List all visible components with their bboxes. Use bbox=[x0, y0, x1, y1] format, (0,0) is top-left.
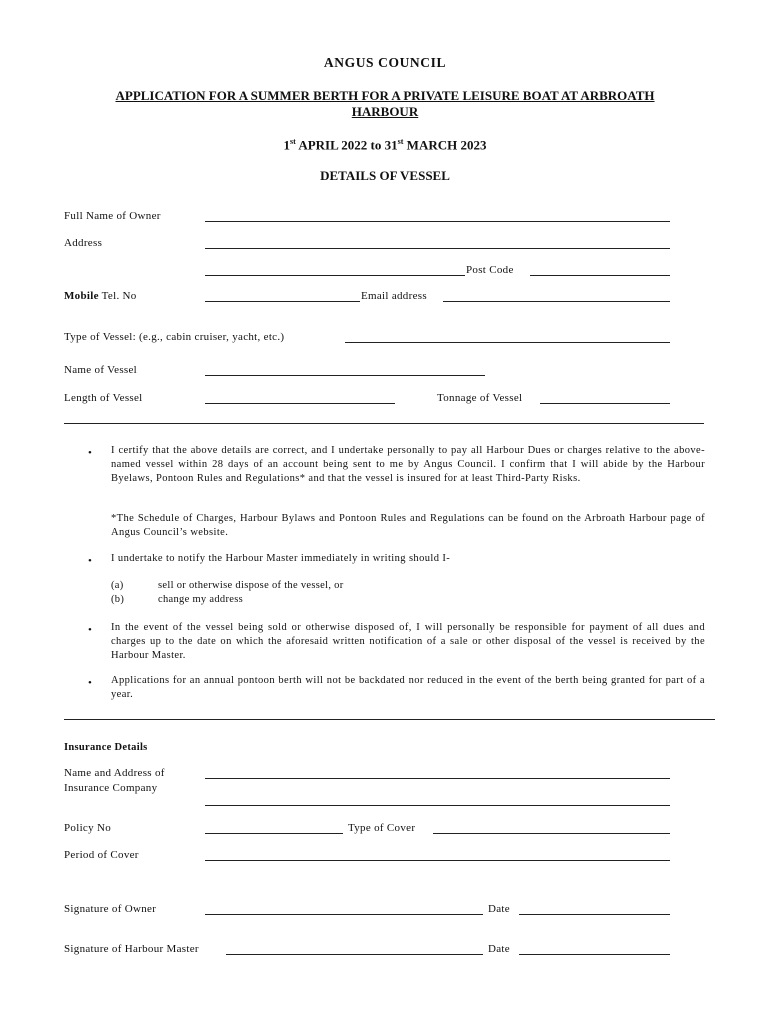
declaration-certify: I certify that the above details are correct, and I undertake personally to pay all Harbour Dues or charges relative to the above-named vessel within 28 days of an account being sent to me by Angus Council. I confirm that I will abide by the Harbour Byelaws, Pontoon Rules and Regulations* and that the vessel is insured for at least Third-Party Risks. bbox=[111, 445, 705, 484]
vessel-name-field[interactable] bbox=[205, 375, 485, 376]
cover-period-field[interactable] bbox=[205, 860, 670, 861]
vessel-type-label: Type of Vessel: (e.g., cabin cruiser, yacht, etc.) bbox=[64, 331, 285, 343]
period-end-rest: MARCH 2023 bbox=[403, 137, 487, 153]
owner-date-label: Date bbox=[488, 903, 510, 915]
insurer-label-2: Insurance Company bbox=[64, 782, 158, 794]
bullet-1: • bbox=[88, 447, 92, 459]
vessel-length-field[interactable] bbox=[205, 403, 395, 404]
sub-b-text: change my address bbox=[158, 594, 243, 605]
sub-a-key: (a) bbox=[111, 580, 124, 591]
full-name-label: Full Name of Owner bbox=[64, 210, 161, 222]
form-period bbox=[0, 137, 770, 153]
mobile-label bbox=[64, 290, 137, 302]
period-start-num: 1 bbox=[283, 137, 291, 153]
declaration-backdate: Applications for an annual pontoon berth will not be backdated nor reduced in the event of the berth being granted for part of a year. bbox=[111, 675, 705, 700]
declaration-sale: In the event of the vessel being sold or otherwise disposed of, I will personally be responsible for payment of all dues and charges up to the date on which the aforesaid written notification of a sale or other disposal of the vessel is received by the Harbour Master. bbox=[111, 622, 705, 661]
period-end-sup: st bbox=[397, 137, 404, 146]
cover-type-label: Type of Cover bbox=[348, 822, 416, 834]
cover-type-field[interactable] bbox=[433, 833, 670, 834]
sub-a-text: sell or otherwise dispose of the vessel, or bbox=[158, 580, 344, 591]
form-title: APPLICATION FOR A SUMMER BERTH FOR A PRIVATE LEISURE BOAT AT ARBROATH HARBOUR bbox=[115, 88, 655, 119]
insurer-field-1[interactable] bbox=[205, 778, 670, 779]
address-label: Address bbox=[64, 237, 103, 249]
vessel-tonnage-label: Tonnage of Vessel bbox=[437, 392, 523, 404]
bullet-3: • bbox=[88, 624, 92, 636]
declaration-footnote: *The Schedule of Charges, Harbour Bylaws and Pontoon Rules and Regulations can be found on the Arbroath Harbour page of Angus Council’s website. bbox=[111, 513, 705, 538]
owner-date-field[interactable] bbox=[519, 914, 670, 915]
policy-label: Policy No bbox=[64, 822, 112, 834]
cover-period-label: Period of Cover bbox=[64, 849, 139, 861]
divider-2 bbox=[64, 719, 715, 720]
post-code-field[interactable] bbox=[530, 275, 670, 276]
insurer-label-1: Name and Address of bbox=[64, 767, 165, 779]
declaration-notify: I undertake to notify the Harbour Master immediately in writing should I- bbox=[111, 553, 451, 564]
owner-signature-field[interactable] bbox=[205, 914, 483, 915]
section-heading-vessel: DETAILS OF VESSEL bbox=[320, 168, 450, 183]
master-date-field[interactable] bbox=[519, 954, 670, 955]
email-field[interactable] bbox=[443, 301, 670, 302]
period-start-sup: st bbox=[290, 137, 296, 146]
post-code-label: Post Code bbox=[466, 264, 514, 276]
sub-b-key: (b) bbox=[111, 594, 125, 605]
insurance-heading: Insurance Details bbox=[64, 742, 148, 753]
vessel-tonnage-field[interactable] bbox=[540, 403, 670, 404]
mobile-rest: Tel. No bbox=[98, 290, 137, 302]
vessel-name-label: Name of Vessel bbox=[64, 364, 138, 376]
vessel-length-label: Length of Vessel bbox=[64, 392, 143, 404]
address-field-2[interactable] bbox=[205, 275, 465, 276]
period-start-rest: APRIL 2022 to 31 bbox=[295, 137, 398, 153]
mobile-bold: Mobile bbox=[64, 290, 99, 302]
master-signature-label: Signature of Harbour Master bbox=[64, 943, 199, 955]
bullet-2: • bbox=[88, 555, 92, 567]
divider-1 bbox=[64, 423, 704, 424]
master-date-label: Date bbox=[488, 943, 510, 955]
owner-signature-label: Signature of Owner bbox=[64, 903, 157, 915]
policy-field[interactable] bbox=[205, 833, 343, 834]
address-field-1[interactable] bbox=[205, 248, 670, 249]
vessel-type-field[interactable] bbox=[345, 342, 670, 343]
bullet-4: • bbox=[88, 677, 92, 689]
org-name: ANGUS COUNCIL bbox=[323, 55, 447, 70]
email-label: Email address bbox=[361, 290, 427, 302]
insurer-field-2[interactable] bbox=[205, 805, 670, 806]
master-signature-field[interactable] bbox=[226, 954, 483, 955]
full-name-field[interactable] bbox=[205, 221, 670, 222]
mobile-field[interactable] bbox=[205, 301, 360, 302]
